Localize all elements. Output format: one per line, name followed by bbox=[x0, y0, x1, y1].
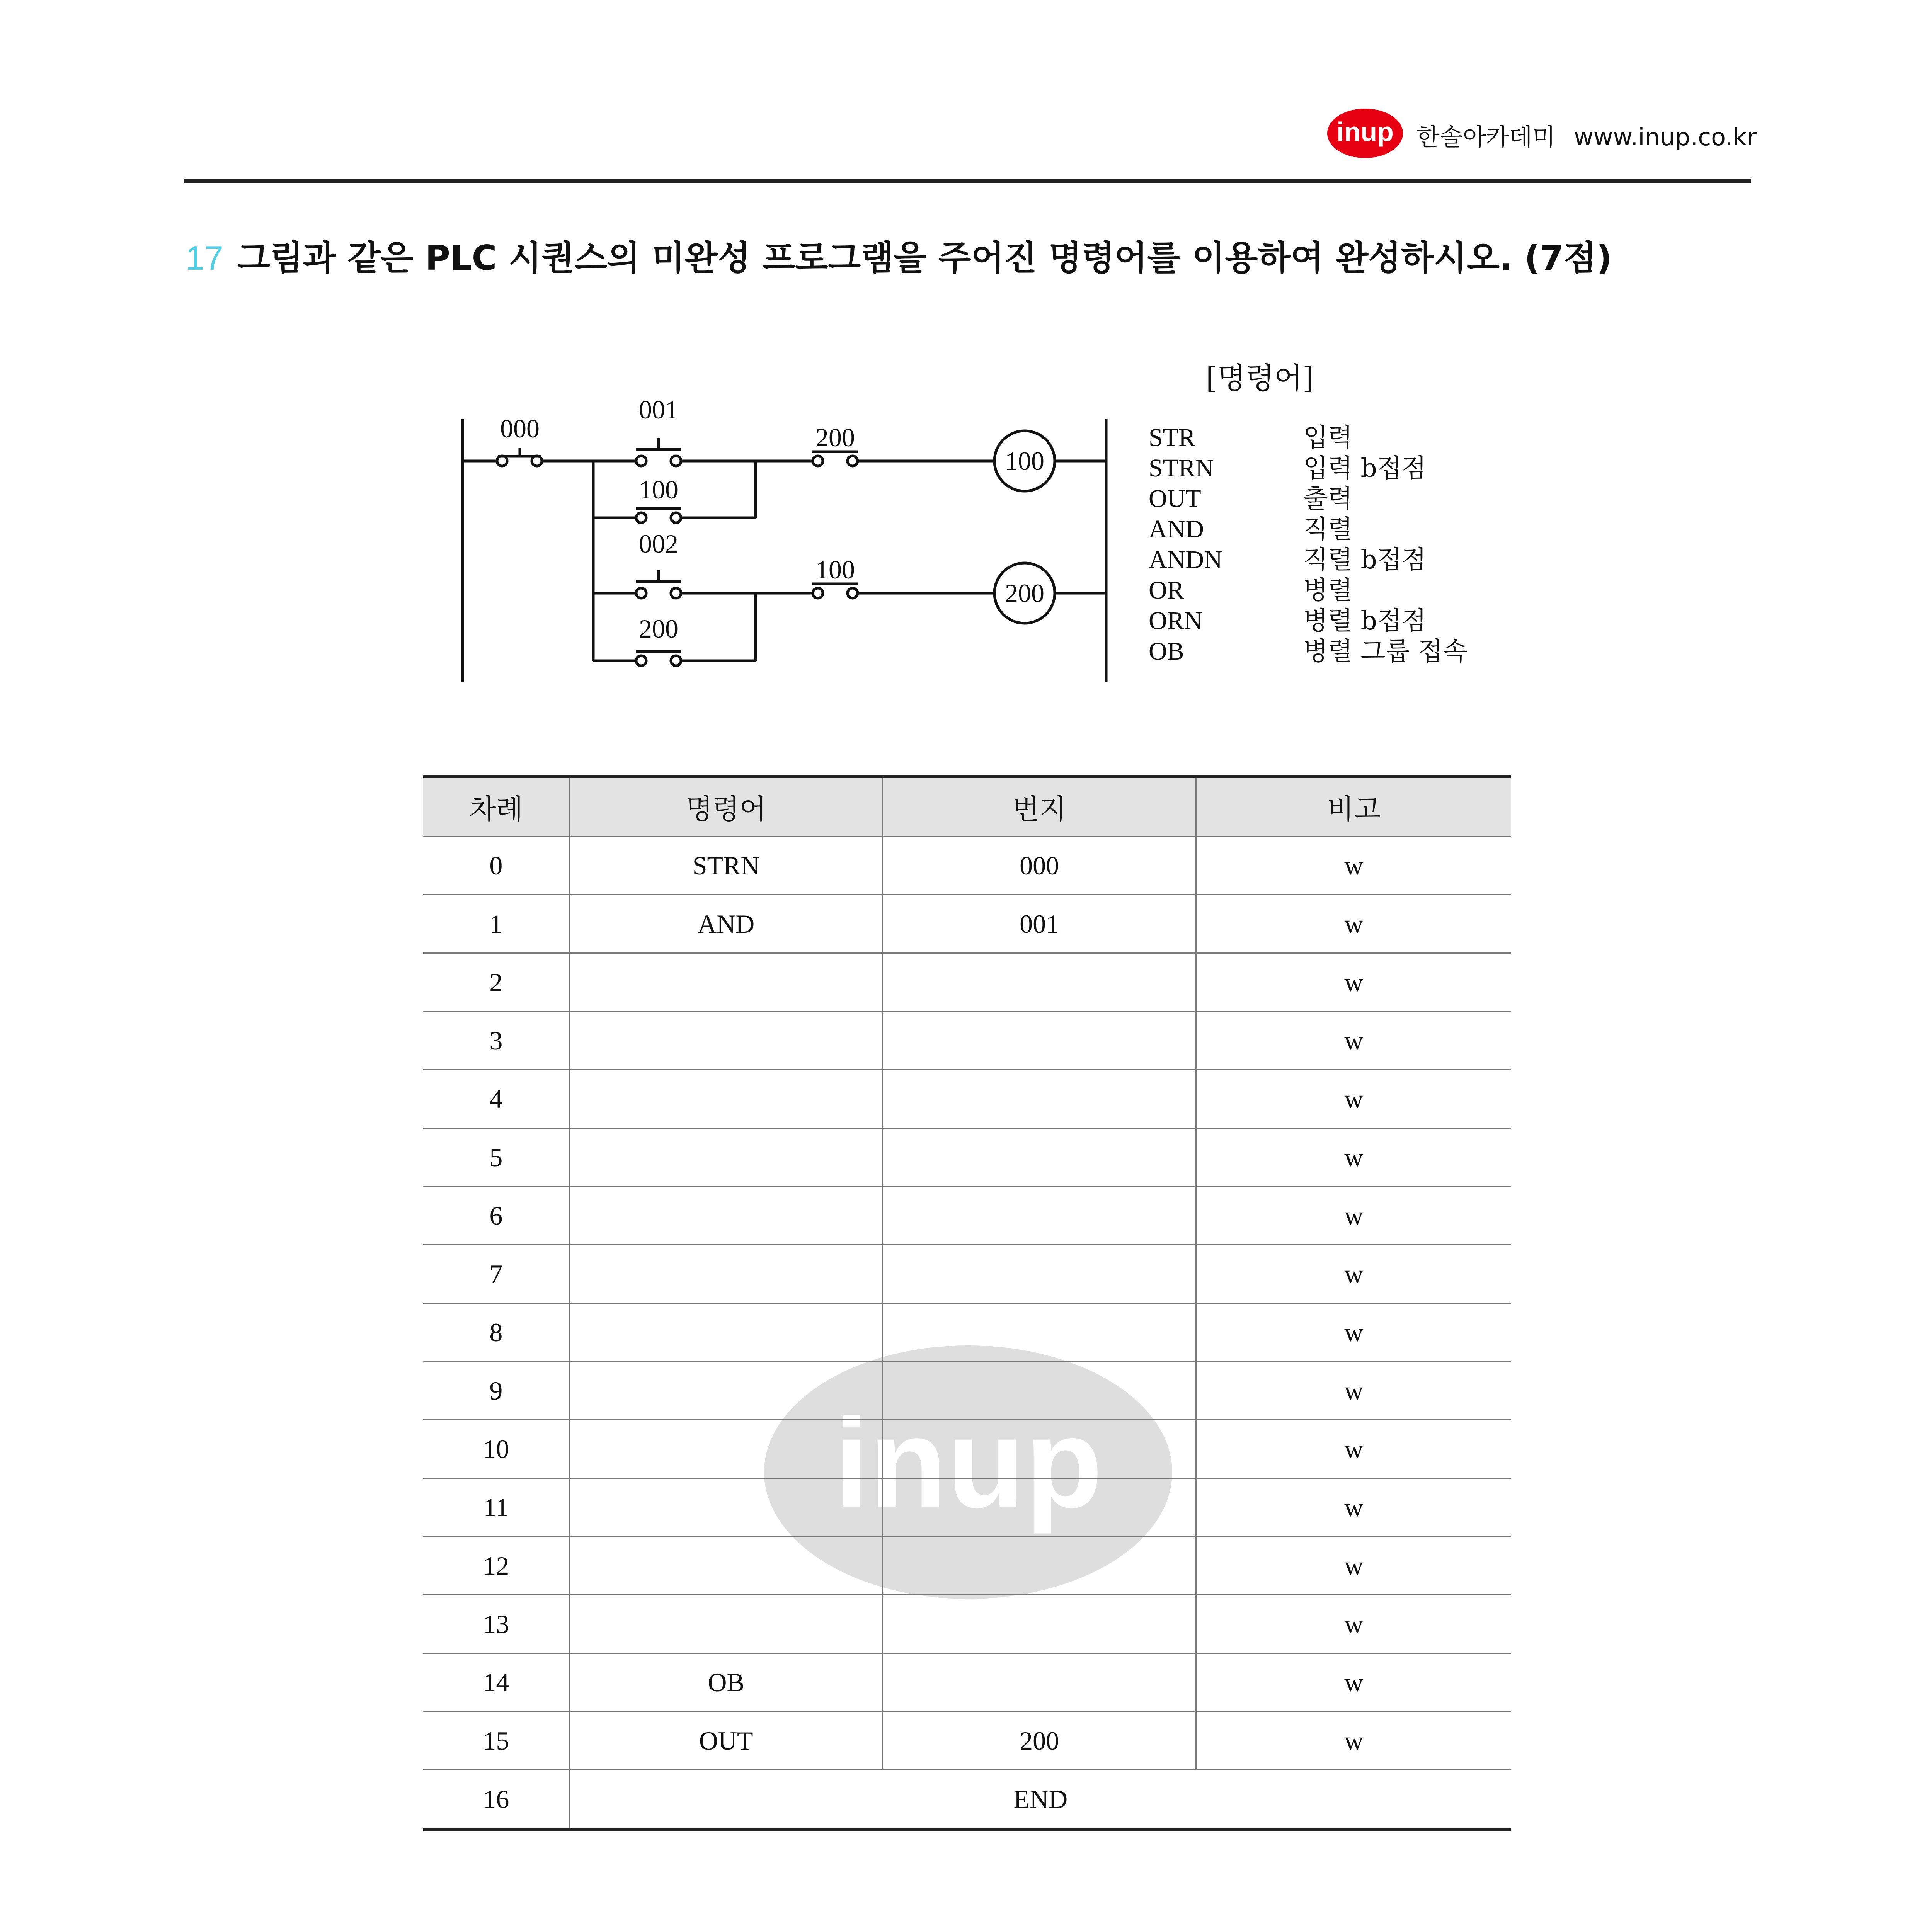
ladder-diagram bbox=[0, 0, 1917, 734]
command-item bbox=[1149, 453, 1468, 483]
note-cell: w bbox=[1196, 1128, 1511, 1187]
table-row bbox=[423, 1070, 1511, 1128]
table-row bbox=[423, 1012, 1511, 1070]
step-cell: 4 bbox=[423, 1070, 569, 1128]
command-desc: 직렬 bbox=[1303, 514, 1353, 544]
address-cell[interactable] bbox=[883, 1303, 1196, 1362]
table-header-row bbox=[423, 776, 1511, 837]
command-code: ANDN bbox=[1149, 546, 1222, 574]
command-cell[interactable] bbox=[569, 1420, 883, 1478]
command-item bbox=[1149, 605, 1468, 636]
table-row bbox=[423, 1245, 1511, 1303]
note-cell: w bbox=[1196, 837, 1511, 895]
table-row bbox=[423, 837, 1511, 895]
command-cell[interactable] bbox=[569, 1362, 883, 1420]
step-cell: 9 bbox=[423, 1362, 569, 1420]
commands-title: [명령어] bbox=[1206, 361, 1314, 395]
note-cell: w bbox=[1196, 1303, 1511, 1362]
coil-200-label: 200 bbox=[1005, 578, 1044, 608]
command-cell[interactable] bbox=[569, 1478, 883, 1537]
address-cell: 000 bbox=[883, 837, 1196, 895]
table-row bbox=[423, 1478, 1511, 1537]
address-cell[interactable] bbox=[883, 1420, 1196, 1478]
contact-200-branch bbox=[636, 651, 681, 666]
step-cell: 11 bbox=[423, 1478, 569, 1537]
note-cell: w bbox=[1196, 1420, 1511, 1478]
commands-list bbox=[1149, 422, 1468, 667]
question-number: 17 bbox=[186, 239, 223, 277]
step-cell: 5 bbox=[423, 1128, 569, 1187]
note-cell: w bbox=[1196, 1537, 1511, 1595]
header-command: 명령어 bbox=[569, 776, 883, 837]
note-cell: w bbox=[1196, 953, 1511, 1012]
contact-200-rung1 bbox=[812, 452, 858, 466]
contact-001-no bbox=[636, 438, 681, 466]
address-cell[interactable] bbox=[883, 1128, 1196, 1187]
address-cell[interactable] bbox=[883, 1245, 1196, 1303]
step-cell: 14 bbox=[423, 1653, 569, 1712]
logo-text: inup bbox=[1336, 117, 1394, 147]
note-cell: w bbox=[1196, 895, 1511, 953]
command-cell: OB bbox=[569, 1653, 883, 1712]
command-item bbox=[1149, 575, 1468, 605]
command-desc: 출력 bbox=[1303, 484, 1353, 514]
answer-table bbox=[423, 775, 1511, 1831]
label-100-branch: 100 bbox=[639, 475, 678, 504]
address-cell[interactable] bbox=[883, 1362, 1196, 1420]
note-cell: w bbox=[1196, 1595, 1511, 1653]
label-002: 002 bbox=[639, 529, 678, 558]
command-item bbox=[1149, 544, 1468, 575]
note-cell: w bbox=[1196, 1362, 1511, 1420]
step-cell: 16 bbox=[423, 1770, 569, 1830]
note-cell: w bbox=[1196, 1478, 1511, 1537]
command-desc: 입력 bbox=[1303, 423, 1353, 452]
question-text: 그림과 같은 PLC 시퀀스의 미완성 프로그램을 주어진 명령어를 이용하여 완성하시오. (7점) bbox=[237, 238, 1612, 278]
command-item bbox=[1149, 636, 1468, 667]
command-code: STRN bbox=[1149, 454, 1214, 482]
contact-100-branch bbox=[636, 509, 681, 523]
command-desc: 병렬 그룹 접속 bbox=[1303, 636, 1468, 666]
command-cell: AND bbox=[569, 895, 883, 953]
command-cell[interactable] bbox=[569, 1595, 883, 1653]
address-cell[interactable] bbox=[883, 1595, 1196, 1653]
note-cell: w bbox=[1196, 1187, 1511, 1245]
command-desc: 직렬 b접점 bbox=[1303, 545, 1427, 575]
table-row bbox=[423, 1187, 1511, 1245]
table-row bbox=[423, 1420, 1511, 1478]
label-000: 000 bbox=[500, 414, 540, 443]
address-cell[interactable] bbox=[883, 1653, 1196, 1712]
watermark-text: inup bbox=[833, 1391, 1103, 1534]
step-cell: 0 bbox=[423, 837, 569, 895]
coil-100-label: 100 bbox=[1005, 446, 1044, 476]
step-cell: 12 bbox=[423, 1537, 569, 1595]
address-cell[interactable] bbox=[883, 953, 1196, 1012]
command-cell[interactable] bbox=[569, 1128, 883, 1187]
address-cell[interactable] bbox=[883, 1070, 1196, 1128]
header-address: 번지 bbox=[883, 776, 1196, 837]
command-code: OR bbox=[1149, 576, 1184, 604]
step-cell: 2 bbox=[423, 953, 569, 1012]
end-cell: END bbox=[569, 1770, 1511, 1830]
address-cell[interactable] bbox=[883, 1187, 1196, 1245]
brand-url: www.inup.co.kr bbox=[1574, 123, 1757, 151]
note-cell: w bbox=[1196, 1245, 1511, 1303]
step-cell: 8 bbox=[423, 1303, 569, 1362]
table-row bbox=[423, 895, 1511, 953]
step-cell: 6 bbox=[423, 1187, 569, 1245]
command-cell: STRN bbox=[569, 837, 883, 895]
table-row bbox=[423, 1712, 1511, 1770]
command-desc: 병렬 b접점 bbox=[1303, 606, 1427, 636]
step-cell: 10 bbox=[423, 1420, 569, 1478]
header-step: 차례 bbox=[423, 776, 569, 837]
table-row bbox=[423, 1537, 1511, 1595]
header-note: 비고 bbox=[1196, 776, 1511, 837]
command-cell[interactable] bbox=[569, 1303, 883, 1362]
command-cell[interactable] bbox=[569, 1070, 883, 1128]
note-cell: w bbox=[1196, 1712, 1511, 1770]
table-row bbox=[423, 1362, 1511, 1420]
command-code: OB bbox=[1149, 637, 1184, 665]
table-row bbox=[423, 1128, 1511, 1187]
command-cell[interactable] bbox=[569, 1245, 883, 1303]
note-cell: w bbox=[1196, 1070, 1511, 1128]
step-cell: 15 bbox=[423, 1712, 569, 1770]
table-row bbox=[423, 1653, 1511, 1712]
command-cell[interactable] bbox=[569, 1537, 883, 1595]
table-row bbox=[423, 953, 1511, 1012]
brand-name: 한솔아카데미 bbox=[1416, 123, 1556, 151]
address-cell: 001 bbox=[883, 895, 1196, 953]
label-200-branch: 200 bbox=[639, 614, 678, 643]
table-row bbox=[423, 1595, 1511, 1653]
label-100-rung2: 100 bbox=[815, 555, 855, 584]
command-code: OUT bbox=[1149, 485, 1201, 513]
command-cell[interactable] bbox=[569, 1012, 883, 1070]
command-cell[interactable] bbox=[569, 953, 883, 1012]
command-code: ORN bbox=[1149, 607, 1203, 635]
label-001: 001 bbox=[639, 395, 678, 424]
address-cell[interactable] bbox=[883, 1478, 1196, 1537]
table-row-end bbox=[423, 1770, 1511, 1830]
command-item bbox=[1149, 483, 1468, 514]
contact-100-rung2 bbox=[812, 584, 858, 598]
address-cell[interactable] bbox=[883, 1012, 1196, 1070]
command-cell: OUT bbox=[569, 1712, 883, 1770]
table-row bbox=[423, 1303, 1511, 1362]
command-code: AND bbox=[1149, 515, 1204, 543]
command-item bbox=[1149, 514, 1468, 544]
step-cell: 7 bbox=[423, 1245, 569, 1303]
label-200-rung1: 200 bbox=[815, 423, 855, 452]
address-cell[interactable] bbox=[883, 1537, 1196, 1595]
command-code: STR bbox=[1149, 423, 1196, 452]
contact-000-nc bbox=[497, 448, 542, 466]
command-desc: 입력 b접점 bbox=[1303, 453, 1427, 483]
step-cell: 13 bbox=[423, 1595, 569, 1653]
step-cell: 3 bbox=[423, 1012, 569, 1070]
command-item bbox=[1149, 422, 1468, 453]
step-cell: 1 bbox=[423, 895, 569, 953]
address-cell: 200 bbox=[883, 1712, 1196, 1770]
contact-002 bbox=[636, 570, 681, 598]
note-cell: w bbox=[1196, 1653, 1511, 1712]
command-cell[interactable] bbox=[569, 1187, 883, 1245]
command-desc: 병렬 bbox=[1303, 575, 1353, 605]
note-cell: w bbox=[1196, 1012, 1511, 1070]
